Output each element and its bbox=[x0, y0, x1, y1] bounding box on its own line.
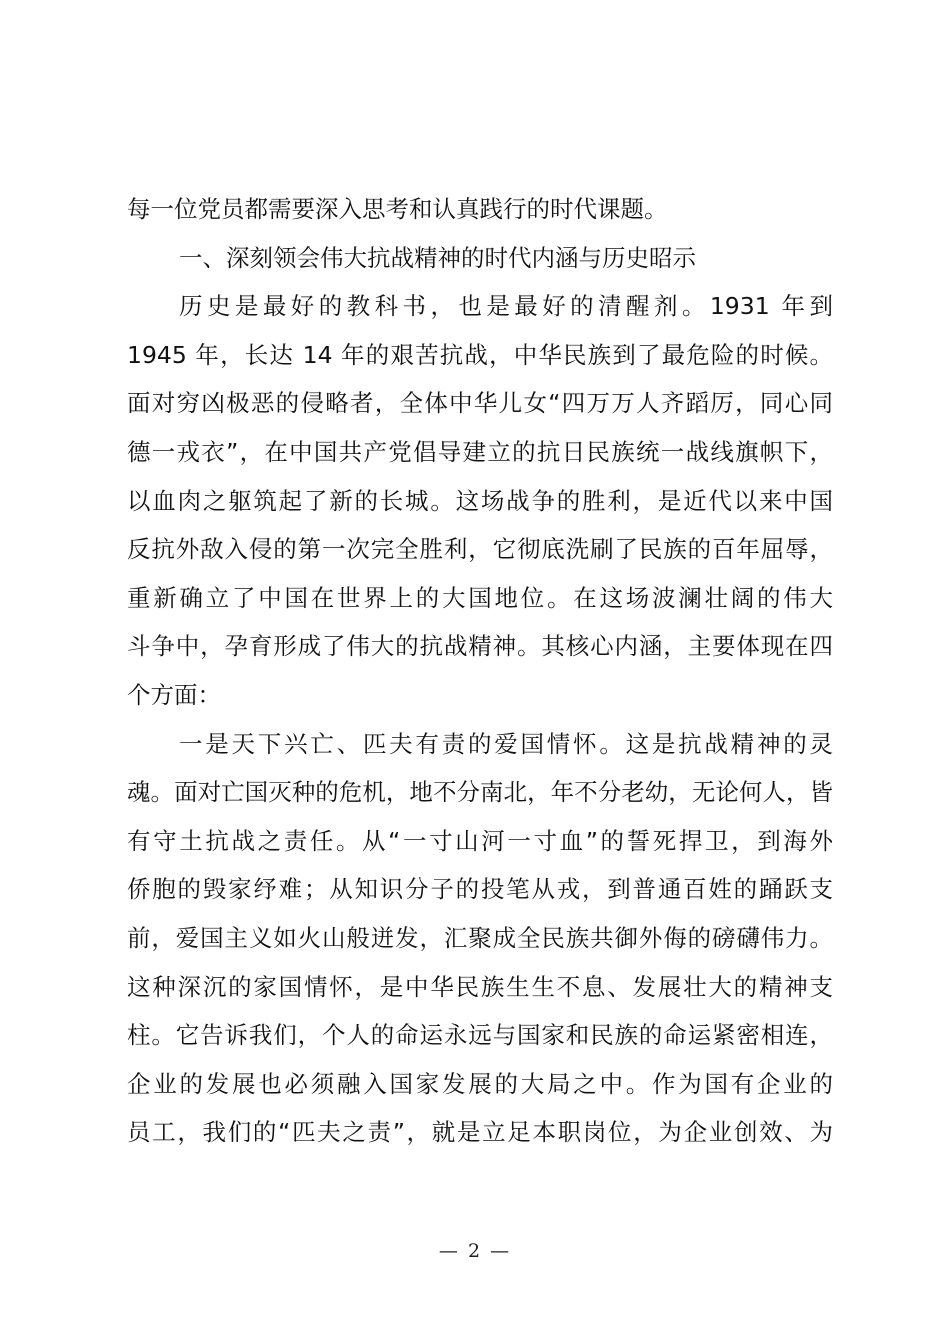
text-line-14: 有守土抗战之责任。从“一寸山河一寸血”的誓死捍卫，到海外 bbox=[127, 826, 833, 855]
text-line-18: 柱。它告诉我们，个人的命运永远与国家和民族的命运紧密相连， bbox=[127, 1021, 833, 1050]
text-line-15: 侨胞的毁家纾难；从知识分子的投笔从戎，到普通百姓的踊跃支 bbox=[127, 875, 833, 904]
text-line-19: 企业的发展也必须融入国家发展的大局之中。作为国有企业的 bbox=[127, 1069, 833, 1098]
text-line-3: 历史是最好的教科书，也是最好的清醒剂。1931 年到 bbox=[179, 292, 833, 321]
text-line-6: 德一戎衣”，在中国共产党倡导建立的抗日民族统一战线旗帜下， bbox=[127, 437, 833, 466]
text-line-4: 1945 年，长达 14 年的艰苦抗战，中华民族到了最危险的时候。 bbox=[127, 340, 833, 369]
section-heading: 一、深刻领会伟大抗战精神的时代内涵与历史昭示 bbox=[179, 243, 696, 272]
page-number: — 2 — bbox=[438, 1240, 512, 1262]
text-line-16: 前，爱国主义如火山般迸发，汇聚成全民族共御外侮的磅礴伟力。 bbox=[127, 923, 833, 952]
text-line-7: 以血肉之躯筑起了新的长城。这场战争的胜利，是近代以来中国 bbox=[127, 486, 833, 515]
text-line-1: 每一位党员都需要深入思考和认真践行的时代课题。 bbox=[127, 195, 668, 223]
text-line-12: 一是天下兴亡、匹夫有责的爱国情怀。这是抗战精神的灵 bbox=[179, 729, 833, 758]
text-line-17: 这种深沉的家国情怀，是中华民族生生不息、发展壮大的精神支 bbox=[127, 972, 833, 1001]
text-line-10: 斗争中，孕育形成了伟大的抗战精神。其核心内涵，主要体现在四 bbox=[127, 632, 833, 661]
text-line-8: 反抗外敌入侵的第一次完全胜利，它彻底洗刷了民族的百年屈辱， bbox=[127, 535, 833, 564]
body-text bbox=[127, 185, 833, 1157]
text-line-13: 魂。面对亡国灭种的危机，地不分南北，年不分老幼，无论何人，皆 bbox=[127, 778, 833, 807]
text-line-20: 员工，我们的“匹夫之责”，就是立足本职岗位，为企业创效、为 bbox=[127, 1118, 833, 1147]
text-line-11: 个方面： bbox=[127, 680, 221, 709]
text-line-9: 重新确立了中国在世界上的大国地位。在这场波澜壮阔的伟大 bbox=[127, 583, 833, 612]
text-line-5: 面对穷凶极恶的侵略者，全体中华儿女“四万万人齐蹈厉，同心同 bbox=[127, 389, 833, 418]
